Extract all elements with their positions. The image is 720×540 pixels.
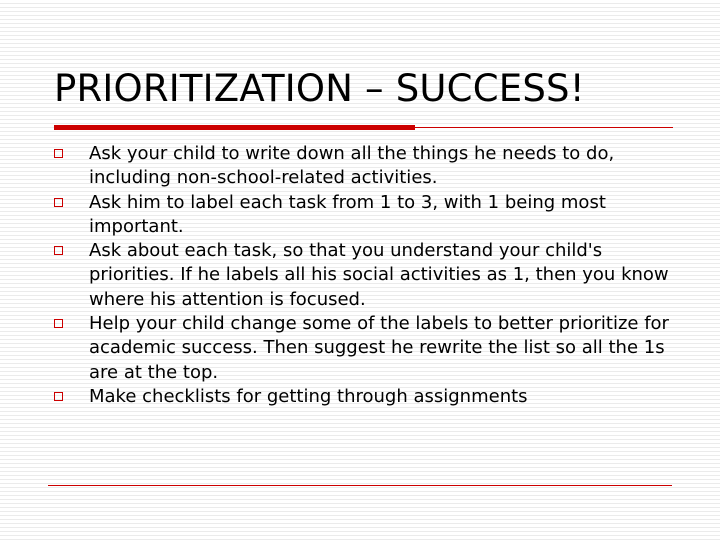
bullet-item: [54, 191, 684, 240]
bullet-text: Help your child change some of the labels to better prioritize for academic success. Then suggest he rewrite the list so all the 1s are at the top.: [89, 313, 669, 383]
bullet-text: Make checklists for getting through assignments: [89, 385, 528, 407]
slide-title: PRIORITIZATION – SUCCESS!: [54, 67, 585, 110]
bullet-item: [54, 312, 684, 385]
hollow-square-icon: [54, 198, 63, 207]
bullet-item: [54, 239, 684, 312]
title-underline-thin: [415, 127, 673, 128]
bullet-text: Ask him to label each task from 1 to 3, with 1 being most important.: [89, 191, 606, 237]
hollow-square-icon: [54, 392, 63, 401]
bullet-list: [54, 142, 684, 409]
hollow-square-icon: [54, 149, 63, 158]
title-underline-thick: [54, 125, 415, 130]
bullet-text: Ask your child to write down all the things he needs to do, including non-school-related activities.: [89, 143, 615, 189]
hollow-square-icon: [54, 319, 63, 328]
bullet-item: [54, 142, 684, 191]
hollow-square-icon: [54, 246, 63, 255]
bullet-text: Ask about each task, so that you understand your child's priorities. If he labels all his social activities as 1, then you know where his attention is focused.: [89, 240, 669, 310]
footer-divider: [48, 485, 672, 486]
bullet-item: [54, 385, 684, 409]
